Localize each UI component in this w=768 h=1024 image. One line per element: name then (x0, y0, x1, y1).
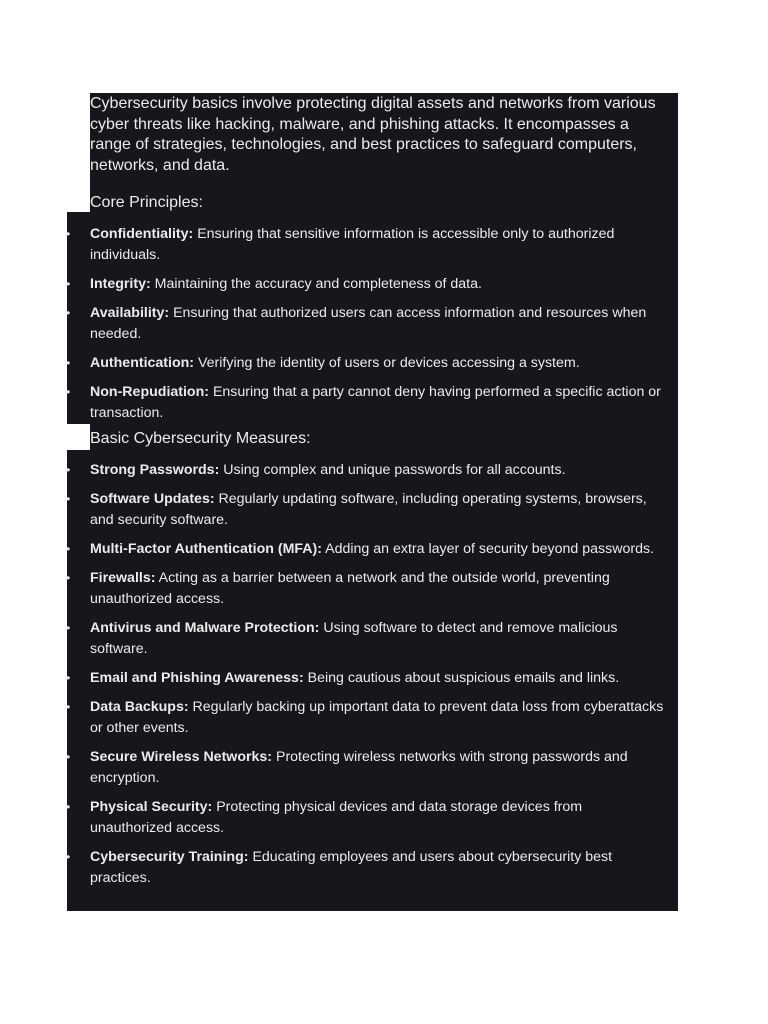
core-principles-heading: Core Principles: (90, 194, 203, 211)
item-text: Adding an extra layer of security beyond passwords. (325, 541, 654, 557)
bullet-icon: • (66, 277, 71, 291)
item-text: Being cautious about suspicious emails and links. (307, 670, 620, 686)
basic-measures-list (66, 460, 666, 897)
item-text: Acting as a barrier between a network and the outside world, preventing unauthorized access. (90, 570, 610, 607)
item-term: Multi-Factor Authentication (MFA): (90, 541, 322, 557)
item-term: Software Updates: (90, 491, 215, 507)
intro-paragraph: Cybersecurity basics involve protecting digital assets and networks from various cyber threats like hacking, malware, and phishing attacks. It encompasses a range of strategies, technologies, and best practices to safeguard computers, networks, and data. (90, 95, 656, 174)
list-item (66, 797, 666, 839)
item-text: Ensuring that sensitive information is accessible only to authorized individuals. (90, 226, 615, 263)
bullet-icon: • (66, 385, 71, 399)
bullet-icon: • (66, 621, 71, 635)
bullet-icon: • (66, 571, 71, 585)
list-item (66, 847, 666, 889)
core-principles-list (66, 224, 666, 432)
list-item (66, 460, 666, 481)
item-text: Using complex and unique passwords for all accounts. (223, 462, 566, 478)
item-term: Cybersecurity Training: (90, 849, 249, 865)
item-term: Firewalls: (90, 570, 156, 586)
bullet-icon: • (66, 671, 71, 685)
bullet-icon: • (66, 306, 71, 320)
item-text: Ensuring that authorized users can access information and resources when needed. (90, 305, 647, 342)
bullet-icon: • (66, 800, 71, 814)
item-term: Integrity: (90, 276, 151, 292)
item-text: Maintaining the accuracy and completeness of data. (154, 276, 482, 292)
item-text: Protecting physical devices and data storage devices from unauthorized access. (90, 799, 583, 836)
list-item (66, 224, 666, 266)
list-item (66, 489, 666, 531)
list-item (66, 353, 666, 374)
item-text: Ensuring that a party cannot deny having performed a specific action or transaction. (90, 384, 661, 421)
bullet-icon: • (66, 492, 71, 506)
item-term: Availability: (90, 305, 170, 321)
bullet-icon: • (66, 850, 71, 864)
bullet-icon: • (66, 227, 71, 241)
item-text: Verifying the identity of users or devices accessing a system. (197, 355, 580, 371)
item-term: Non-Repudiation: (90, 384, 209, 400)
item-term: Strong Passwords: (90, 462, 220, 478)
item-term: Email and Phishing Awareness: (90, 670, 304, 686)
item-term: Data Backups: (90, 699, 189, 715)
list-item (66, 618, 666, 660)
bullet-icon: • (66, 542, 71, 556)
basic-measures-heading: Basic Cybersecurity Measures: (90, 430, 311, 447)
item-term: Confidentiality: (90, 226, 194, 242)
list-item (66, 539, 666, 560)
list-item (66, 274, 666, 295)
item-term: Physical Security: (90, 799, 213, 815)
list-item (66, 303, 666, 345)
item-text: Protecting wireless networks with strong passwords and encryption. (90, 749, 628, 786)
bullet-icon: • (66, 463, 71, 477)
bullet-icon: • (66, 750, 71, 764)
item-text: Regularly updating software, including operating systems, browsers, and security software. (90, 491, 647, 528)
list-item (66, 747, 666, 789)
bullet-icon: • (66, 700, 71, 714)
item-text: Regularly backing up important data to prevent data loss from cyberattacks or other events. (90, 699, 664, 736)
list-item (66, 568, 666, 610)
list-item (66, 697, 666, 739)
item-text: Educating employees and users about cybersecurity best practices. (90, 849, 613, 886)
list-item (66, 382, 666, 424)
list-item (66, 668, 666, 689)
item-term: Antivirus and Malware Protection: (90, 620, 320, 636)
item-text: Using software to detect and remove malicious software. (90, 620, 618, 657)
item-term: Secure Wireless Networks: (90, 749, 273, 765)
item-term: Authentication: (90, 355, 195, 371)
bullet-icon: • (66, 356, 71, 370)
